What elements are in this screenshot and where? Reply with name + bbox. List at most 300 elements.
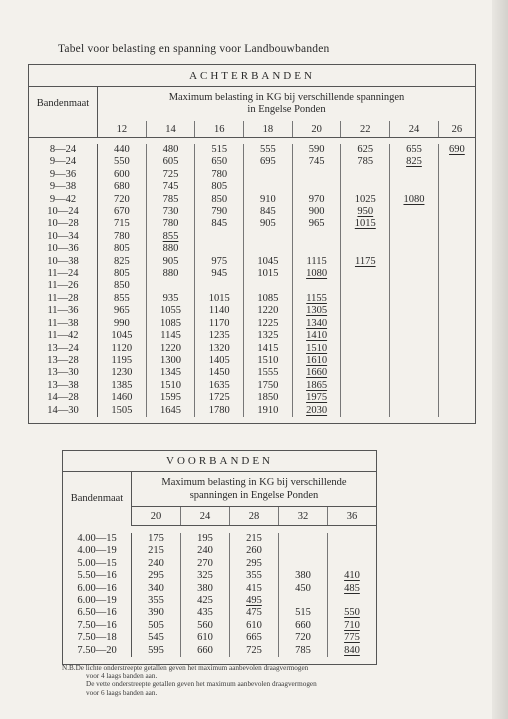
load-value-cell xyxy=(146,343,195,355)
load-value-cell xyxy=(438,218,475,230)
load-value-cell xyxy=(244,367,293,379)
load-value-cell xyxy=(244,355,293,367)
table-row xyxy=(63,620,377,632)
load-value-cell xyxy=(180,632,229,644)
voor-load-header-caption xyxy=(132,472,377,507)
load-value-cell xyxy=(292,156,341,168)
load-value: 1220 xyxy=(257,305,279,317)
load-value: 380 xyxy=(295,570,311,582)
load-value-cell xyxy=(438,380,475,392)
voorbanden-table xyxy=(62,450,377,665)
load-value: 805 xyxy=(113,268,130,280)
load-value-cell xyxy=(438,156,475,168)
load-value-cell xyxy=(195,280,244,292)
tire-size-cell: 9—42 xyxy=(29,194,98,206)
load-value-cell xyxy=(292,218,341,230)
load-value-cell xyxy=(146,280,195,292)
load-value: 495 xyxy=(246,595,262,607)
load-value-cell xyxy=(390,206,439,218)
table-row xyxy=(29,392,476,404)
load-value-cell xyxy=(341,367,390,379)
load-value: 1175 xyxy=(354,255,376,267)
load-value: 475 xyxy=(246,607,262,619)
load-value-cell xyxy=(341,318,390,330)
load-value-cell xyxy=(244,218,293,230)
load-value: 340 xyxy=(148,582,164,594)
load-value-cell xyxy=(180,570,229,582)
load-value-cell xyxy=(98,218,147,230)
load-value-cell xyxy=(327,558,376,570)
load-value: 1385 xyxy=(111,379,133,391)
load-value: 1305 xyxy=(306,305,328,317)
load-value: 720 xyxy=(295,632,311,644)
load-value-cell xyxy=(390,293,439,305)
load-value-cell xyxy=(180,620,229,632)
load-value: 690 xyxy=(449,144,465,155)
load-value-cell xyxy=(390,144,439,156)
load-value: 720 xyxy=(113,193,130,205)
load-value-cell xyxy=(438,243,475,255)
load-value-cell xyxy=(98,405,147,417)
table-row xyxy=(29,243,476,255)
table-row xyxy=(29,318,476,330)
tire-size-cell: 9—36 xyxy=(29,169,98,181)
load-value-cell xyxy=(146,256,195,268)
load-value-cell xyxy=(180,595,229,607)
load-value: 965 xyxy=(308,218,325,230)
pressure-header-cell: 28 xyxy=(229,507,278,526)
load-value: 1460 xyxy=(111,392,133,404)
load-value-cell xyxy=(438,355,475,367)
tire-size-cell: 8—24 xyxy=(29,144,98,156)
load-value: 1510 xyxy=(160,379,182,391)
load-value-cell xyxy=(146,156,195,168)
load-value-cell xyxy=(390,268,439,280)
tire-size-cell: 5.00—15 xyxy=(63,558,132,570)
load-value-cell xyxy=(390,218,439,230)
load-value-cell xyxy=(180,583,229,595)
load-value: 965 xyxy=(113,305,130,317)
load-value: 745 xyxy=(308,156,325,168)
load-value: 725 xyxy=(162,168,179,180)
load-value-cell xyxy=(292,243,341,255)
load-value-cell xyxy=(146,405,195,417)
load-value: 1510 xyxy=(306,342,328,354)
load-value: 935 xyxy=(162,292,179,304)
load-value: 1015 xyxy=(257,268,279,280)
load-value-cell xyxy=(132,583,181,595)
load-value-cell xyxy=(292,367,341,379)
load-value-cell xyxy=(229,545,278,557)
load-value-cell xyxy=(341,194,390,206)
load-value-cell xyxy=(390,367,439,379)
load-value-cell xyxy=(278,645,327,657)
load-value-cell xyxy=(292,181,341,193)
load-value-cell xyxy=(195,181,244,193)
load-value-cell xyxy=(438,206,475,218)
footnote xyxy=(62,664,392,697)
load-value: 1120 xyxy=(111,342,133,354)
load-value: 790 xyxy=(211,206,228,218)
table-row xyxy=(29,268,476,280)
load-value-cell xyxy=(195,194,244,206)
load-value: 1450 xyxy=(208,367,230,379)
load-value: 665 xyxy=(246,632,262,644)
load-value-cell xyxy=(244,405,293,417)
tire-size-cell: 11—24 xyxy=(29,268,98,280)
load-value: 1055 xyxy=(160,305,182,317)
load-value: 440 xyxy=(113,144,130,155)
pressure-header-cell: 26 xyxy=(438,121,475,138)
voor-bandenmaat-header: Bandenmaat xyxy=(63,472,132,526)
table-row xyxy=(29,330,476,342)
tire-size-cell: 10—38 xyxy=(29,256,98,268)
tire-size-cell: 6.00—16 xyxy=(63,583,132,595)
load-value-cell xyxy=(327,607,376,619)
load-value-cell xyxy=(180,607,229,619)
load-value-cell xyxy=(98,243,147,255)
load-value-cell xyxy=(195,392,244,404)
load-value-cell xyxy=(98,181,147,193)
load-value: 725 xyxy=(246,644,262,656)
load-value: 660 xyxy=(295,619,311,631)
load-value-cell xyxy=(390,330,439,342)
tire-size-cell: 11—28 xyxy=(29,293,98,305)
load-value-cell xyxy=(195,218,244,230)
load-value-cell xyxy=(244,343,293,355)
load-value-cell xyxy=(146,206,195,218)
load-value-cell xyxy=(390,405,439,417)
load-value: 850 xyxy=(113,280,130,292)
load-value: 660 xyxy=(197,644,213,656)
load-value: 730 xyxy=(162,206,179,218)
load-value-cell xyxy=(292,280,341,292)
load-value: 905 xyxy=(162,255,179,267)
load-value-cell xyxy=(180,533,229,545)
table-row xyxy=(29,280,476,292)
load-value: 355 xyxy=(148,595,164,607)
tire-size-cell: 10—28 xyxy=(29,218,98,230)
load-value-cell xyxy=(195,268,244,280)
load-value: 355 xyxy=(246,570,262,582)
load-value-cell xyxy=(98,194,147,206)
load-value-cell xyxy=(244,194,293,206)
load-value-cell xyxy=(180,558,229,570)
load-value-cell xyxy=(98,256,147,268)
table-row xyxy=(29,405,476,417)
load-value: 1750 xyxy=(257,379,279,391)
load-value-cell xyxy=(98,280,147,292)
pressure-header-cell: 32 xyxy=(278,507,327,526)
load-value: 945 xyxy=(211,268,228,280)
footnote-line-1: N.B.De lichte onderstreepte getallen geven het maximum aanbevolen draagvermogen xyxy=(62,664,309,672)
table-row xyxy=(63,632,377,644)
load-value-cell xyxy=(341,181,390,193)
load-value-cell xyxy=(292,318,341,330)
pressure-header-cell: 24 xyxy=(180,507,229,526)
voorbanden-section-title: VOORBANDEN xyxy=(63,451,377,472)
table-row xyxy=(63,570,377,582)
load-value: 785 xyxy=(162,193,179,205)
tire-size-cell: 13—28 xyxy=(29,355,98,367)
load-value-cell xyxy=(146,218,195,230)
tire-size-cell: 11—38 xyxy=(29,318,98,330)
voor-load-header-line-1: Maximum belasting in KG bij verschillende xyxy=(161,477,347,488)
load-value-cell xyxy=(244,330,293,342)
load-value-cell xyxy=(327,570,376,582)
load-value-cell xyxy=(341,355,390,367)
load-value-cell xyxy=(292,194,341,206)
footnote-line-4: voor 6 laags banden aan. xyxy=(86,688,158,697)
load-value-cell xyxy=(244,268,293,280)
load-value: 1555 xyxy=(257,367,279,379)
load-value-cell xyxy=(438,392,475,404)
load-value-cell xyxy=(132,533,181,545)
load-value: 600 xyxy=(113,168,130,180)
tire-size-cell: 7.50—18 xyxy=(63,632,132,644)
load-value-cell xyxy=(341,330,390,342)
load-value-cell xyxy=(195,293,244,305)
load-value-cell xyxy=(438,268,475,280)
load-value-cell xyxy=(390,231,439,243)
load-value-cell xyxy=(146,392,195,404)
load-value-cell xyxy=(438,256,475,268)
table-row xyxy=(29,256,476,268)
load-value-cell xyxy=(292,231,341,243)
load-value-cell xyxy=(341,144,390,156)
tire-size-cell: 7.50—16 xyxy=(63,620,132,632)
load-value: 595 xyxy=(148,644,164,656)
tire-size-cell: 4.00—19 xyxy=(63,545,132,557)
load-value-cell xyxy=(244,144,293,156)
load-value: 845 xyxy=(211,218,228,230)
load-value-cell xyxy=(195,256,244,268)
load-value-cell xyxy=(132,620,181,632)
pressure-header-cell: 24 xyxy=(390,121,439,138)
load-value-cell xyxy=(229,570,278,582)
load-value-cell xyxy=(195,206,244,218)
load-value-cell xyxy=(229,533,278,545)
tire-size-cell: 13—30 xyxy=(29,367,98,379)
load-value: 605 xyxy=(162,156,179,168)
load-value-cell xyxy=(390,380,439,392)
load-value: 515 xyxy=(295,607,311,619)
load-value: 480 xyxy=(162,144,179,155)
load-value: 1405 xyxy=(208,354,230,366)
load-value-cell xyxy=(341,293,390,305)
load-header-line-2: in Engelse Ponden xyxy=(247,104,326,115)
load-value: 950 xyxy=(357,206,374,218)
load-value-cell xyxy=(98,293,147,305)
load-value-cell xyxy=(438,330,475,342)
load-value: 380 xyxy=(197,582,213,594)
load-value: 175 xyxy=(148,533,164,544)
tire-size-cell: 10—24 xyxy=(29,206,98,218)
load-value: 1910 xyxy=(257,404,279,416)
load-value: 650 xyxy=(211,156,228,168)
load-value: 215 xyxy=(246,533,262,544)
load-value-cell xyxy=(229,607,278,619)
load-value: 680 xyxy=(113,181,130,193)
pressure-header-cell: 22 xyxy=(341,121,390,138)
page-title: Tabel voor belasting en spanning voor Landbouwbanden xyxy=(58,43,330,55)
load-value-cell xyxy=(292,343,341,355)
load-value-cell xyxy=(438,181,475,193)
table-row xyxy=(63,545,377,557)
load-value: 745 xyxy=(162,181,179,193)
load-value-cell xyxy=(98,268,147,280)
load-value-cell xyxy=(327,583,376,595)
tire-size-cell: 11—36 xyxy=(29,305,98,317)
load-value: 780 xyxy=(211,168,228,180)
load-value-cell xyxy=(278,570,327,582)
load-value: 1080 xyxy=(403,193,425,205)
load-value: 1975 xyxy=(306,392,328,404)
load-value-cell xyxy=(438,343,475,355)
load-value-cell xyxy=(278,595,327,607)
load-value-cell xyxy=(195,343,244,355)
load-value-cell xyxy=(292,144,341,156)
load-value: 970 xyxy=(308,193,325,205)
tire-size-cell: 4.00—15 xyxy=(63,533,132,545)
load-value-cell xyxy=(292,305,341,317)
table-row xyxy=(29,181,476,193)
load-value: 545 xyxy=(148,632,164,644)
table-row xyxy=(29,355,476,367)
load-value-cell xyxy=(229,558,278,570)
tire-size-cell: 9—24 xyxy=(29,156,98,168)
pressure-header-row xyxy=(29,121,476,138)
load-value-cell xyxy=(327,533,376,545)
load-value-cell xyxy=(390,243,439,255)
load-value-cell xyxy=(292,293,341,305)
load-value-cell xyxy=(229,645,278,657)
load-value-cell xyxy=(146,367,195,379)
load-value-cell xyxy=(195,243,244,255)
load-value-cell xyxy=(292,392,341,404)
load-value-cell xyxy=(438,194,475,206)
load-value-cell xyxy=(341,305,390,317)
load-value: 1595 xyxy=(160,392,182,404)
load-value: 435 xyxy=(197,607,213,619)
footnote-line-2: voor 4 laags banden aan. xyxy=(86,672,158,681)
load-value-cell xyxy=(195,367,244,379)
table-row xyxy=(63,645,377,657)
load-value: 1140 xyxy=(208,305,230,317)
load-value-cell xyxy=(390,343,439,355)
load-value-cell xyxy=(98,380,147,392)
load-value-cell xyxy=(341,268,390,280)
load-value: 550 xyxy=(113,156,130,168)
load-value-cell xyxy=(438,367,475,379)
load-value-cell xyxy=(341,380,390,392)
load-value-cell xyxy=(438,169,475,181)
load-value: 825 xyxy=(406,156,422,168)
load-value-cell xyxy=(292,355,341,367)
tire-size-cell: 14—30 xyxy=(29,405,98,417)
load-value-cell xyxy=(390,318,439,330)
table-row xyxy=(29,169,476,181)
load-value-cell xyxy=(98,305,147,317)
load-value-cell xyxy=(146,144,195,156)
load-value-cell xyxy=(244,318,293,330)
load-value-cell xyxy=(195,380,244,392)
load-value-cell xyxy=(98,144,147,156)
load-value-cell xyxy=(229,632,278,644)
load-value: 1045 xyxy=(111,330,133,342)
load-value-cell xyxy=(195,305,244,317)
load-value-cell xyxy=(278,533,327,545)
load-value: 325 xyxy=(197,570,213,582)
load-value: 2030 xyxy=(306,404,328,416)
table-row xyxy=(29,231,476,243)
load-value: 880 xyxy=(162,243,179,255)
load-value: 780 xyxy=(162,218,179,230)
load-value-cell xyxy=(438,231,475,243)
load-value-cell xyxy=(146,194,195,206)
load-value-cell xyxy=(390,305,439,317)
achterbanden-table xyxy=(28,64,476,424)
load-value: 1865 xyxy=(306,379,328,391)
load-value-cell xyxy=(146,318,195,330)
table-row xyxy=(29,144,476,156)
load-value: 900 xyxy=(308,206,325,218)
load-value: 775 xyxy=(344,632,360,644)
table-row xyxy=(63,583,377,595)
load-value-cell xyxy=(98,355,147,367)
load-value: 610 xyxy=(197,632,213,644)
load-value-cell xyxy=(390,156,439,168)
load-value-cell xyxy=(244,231,293,243)
load-value-cell xyxy=(278,632,327,644)
load-value-cell xyxy=(180,645,229,657)
footnote-line-3: De vette onderstreepte getallen geven het maximum aanbevolen draagvermogen xyxy=(86,680,317,689)
load-value-cell xyxy=(278,558,327,570)
load-value: 560 xyxy=(197,619,213,631)
load-value-cell xyxy=(98,318,147,330)
table-row xyxy=(29,293,476,305)
load-value-cell xyxy=(132,570,181,582)
load-value-cell xyxy=(341,405,390,417)
load-value-cell xyxy=(390,194,439,206)
load-value: 415 xyxy=(246,582,262,594)
load-value: 1415 xyxy=(257,342,279,354)
load-value-cell xyxy=(438,318,475,330)
tire-size-cell: 13—38 xyxy=(29,380,98,392)
pressure-header-cell: 14 xyxy=(146,121,195,138)
load-value: 625 xyxy=(357,144,374,155)
load-value: 695 xyxy=(260,156,276,168)
table-row xyxy=(29,218,476,230)
tire-size-cell: 11—42 xyxy=(29,330,98,342)
load-value-cell xyxy=(278,583,327,595)
load-value: 1155 xyxy=(306,292,327,304)
load-value-cell xyxy=(146,181,195,193)
load-value-cell xyxy=(341,218,390,230)
pressure-header-cell: 20 xyxy=(132,507,181,526)
table-row xyxy=(63,558,377,570)
load-value-cell xyxy=(390,280,439,292)
load-value-cell xyxy=(195,405,244,417)
load-value-cell xyxy=(132,607,181,619)
load-value: 1340 xyxy=(306,317,328,329)
load-value-cell xyxy=(98,367,147,379)
load-value-cell xyxy=(146,305,195,317)
load-value: 780 xyxy=(113,230,130,242)
load-value-cell xyxy=(146,243,195,255)
load-value: 1170 xyxy=(208,317,230,329)
load-value-cell xyxy=(98,156,147,168)
